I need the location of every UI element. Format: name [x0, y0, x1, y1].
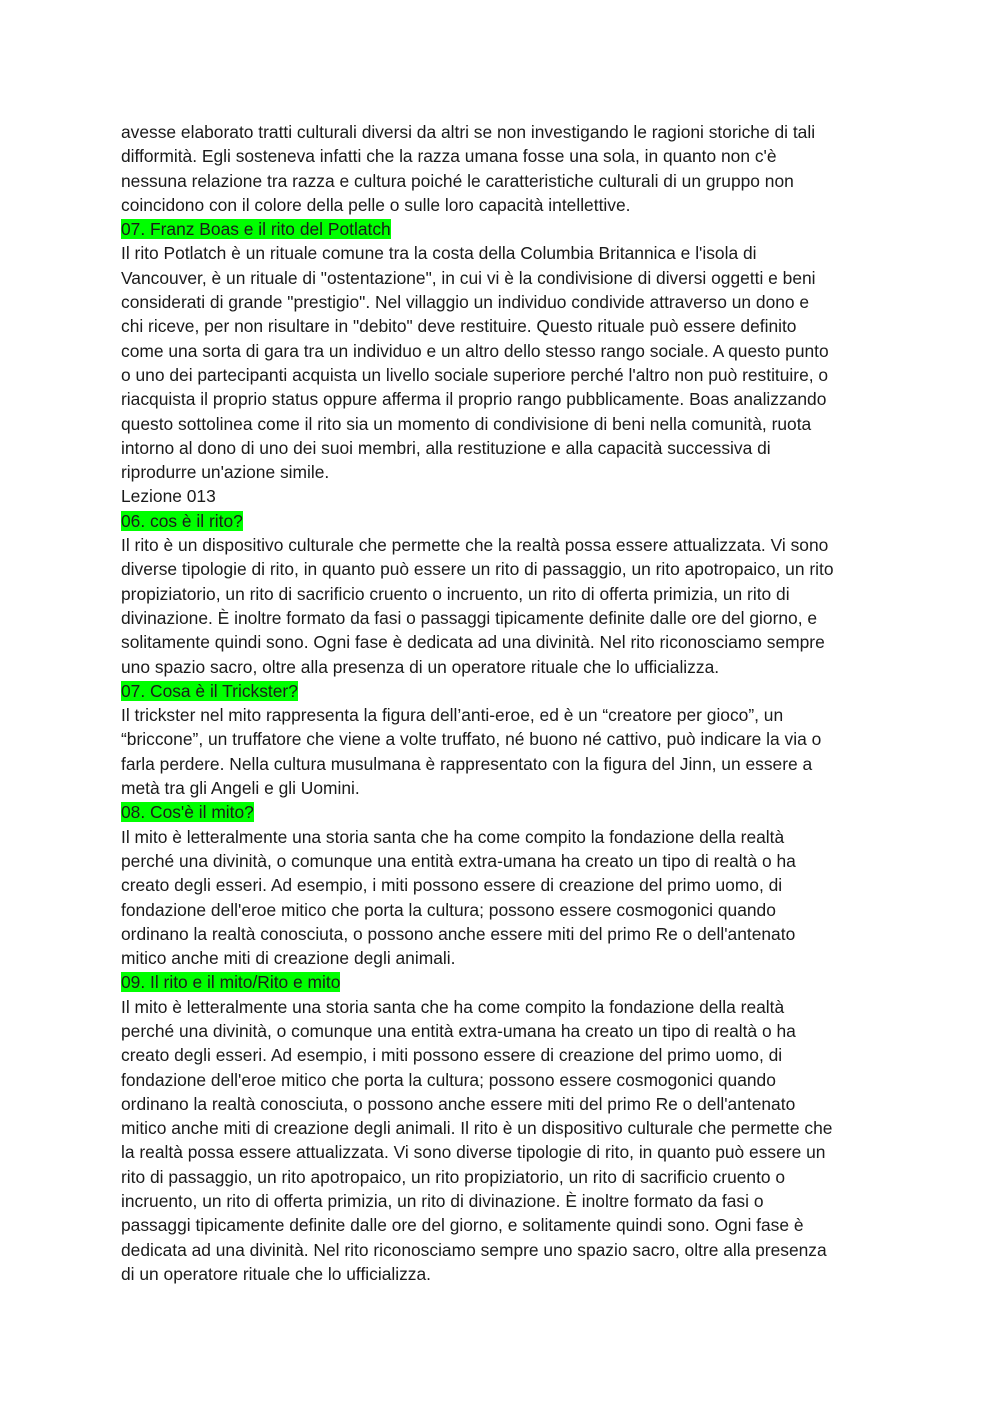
heading-potlatch-text: 07. Franz Boas e il rito del Potlatch	[121, 219, 391, 240]
heading-mito-text: 08. Cos'è il mito?	[121, 802, 254, 823]
lesson-label: Lezione 013	[121, 486, 216, 507]
heading-trickster	[121, 679, 883, 703]
paragraph-rito-e-mito: Il mito è letteralmente una storia santa che ha come compito la fondazione della realtà perché una divinità, o comunque una entità extra-umana ha creato un tipo di realtà o ha creato degli esseri. Ad esempio, i miti possono essere di creazione del primo uomo, di fondazione dell'eroe mitico che porta la cultura; possono essere cosmogonici quando ordinano la realtà conosciuta, o possono anche essere miti del primo Re o dell'antenato mitico anche miti di creazione degli animali. Il rito è un dispositivo culturale che permette che la realtà possa essere attualizzata. Vi sono diverse tipologie di rito, in quanto può essere un rito di passaggio, un rito apotropaico, un rito propiziatorio, un rito di sacrificio cruento o incruento, un rito di offerta primizia, un rito di divinazione. È inoltre formato da fasi o passaggi tipicamente definite dalle ore del giorno, e solitamente quindi sono. Ogni fase è dedicata ad una divinità. Nel rito riconosciamo sempre uno spazio sacro, oltre alla presenza di un operatore rituale che lo ufficializza.	[121, 996, 833, 1284]
heading-rito-e-mito-text: 09. Il rito e il mito/Rito e mito	[121, 972, 341, 993]
paragraph-potlatch: Il rito Potlatch è un rituale comune tra la costa della Columbia Britannica e l'isola di Vancouver, è un rituale di "ostentazione", in cui vi è la condivisione di diversi oggetti e beni considerati di grande "prestigio". Nel villaggio un individuo condivide attraverso un dono e chi riceve, per non risultare in "debito" deve restituire. Questo rituale può essere definito come una sorta di gara tra un individuo e un altro dello stesso rango sociale. A questo punto o uno dei partecipanti acquista un livello sociale superiore perché l'altro non può restituire, o riacquista il proprio status oppure afferma il proprio rango pubblicamente. Boas analizzando questo sottolinea come il rito sia un momento di condivisione di beni nella comunità, ruota intorno al dono di uno dei suoi membri, alla restituzione e alla capacità successiva di riprodurre un'azione simile.	[121, 243, 829, 483]
heading-trickster-text: 07. Cosa è il Trickster?	[121, 680, 298, 701]
paragraph-mito: Il mito è letteralmente una storia santa che ha come compito la fondazione della realtà perché una divinità, o comunque una entità extra-umana ha creato un tipo di realtà o ha creato degli esseri. Ad esempio, i miti possono essere di creazione del primo uomo, di fondazione dell'eroe mitico che porta la cultura; possono essere cosmogonici quando ordinano la realtà conosciuta, o possono anche essere miti del primo Re o dell'antenato mitico anche miti di creazione degli animali.	[121, 826, 796, 969]
heading-rito	[121, 509, 883, 533]
heading-rito-e-mito	[121, 970, 883, 994]
paragraph-trickster: Il trickster nel mito rappresenta la figura dell’anti-eroe, ed è un “creatore per gioco”, un “briccone”, un truffatore che viene a volte truffato, né buono né cattivo, può indicare la via o farla perdere. Nella cultura musulmana è rappresentato con la figura del Jinn, un essere a metà tra gli Angeli e gli Uomini.	[121, 705, 822, 799]
document-page	[121, 120, 883, 1286]
paragraph-boas-intro-continued: avesse elaborato tratti culturali diversi da altri se non investigando le ragioni storiche di tali difformità. Egli sosteneva infatti che la razza umana fosse una sola, in quanto non c'è nessuna relazione tra razza e cultura poiché le caratteristiche culturali di un gruppo non coincidono con il colore della pelle o sulle loro capacità intellettive.	[121, 122, 816, 215]
heading-mito	[121, 800, 883, 824]
heading-rito-text: 06. cos è il rito?	[121, 510, 243, 531]
heading-potlatch	[121, 217, 883, 241]
paragraph-rito: Il rito è un dispositivo culturale che permette che la realtà possa essere attualizzata. Vi sono diverse tipologie di rito, in quanto può essere un rito di passaggio, un rito apotropaico, un rito propiziatorio, un rito di sacrificio cruento o incruento, un rito di offerta primizia, un rito di divinazione. È inoltre formato da fasi o passaggi tipicamente definite dalle ore del giorno, e solitamente quindi sono. Ogni fase è dedicata ad una divinità. Nel rito riconosciamo sempre uno spazio sacro, oltre alla presenza di un operatore rituale che lo ufficializza.	[121, 535, 834, 677]
